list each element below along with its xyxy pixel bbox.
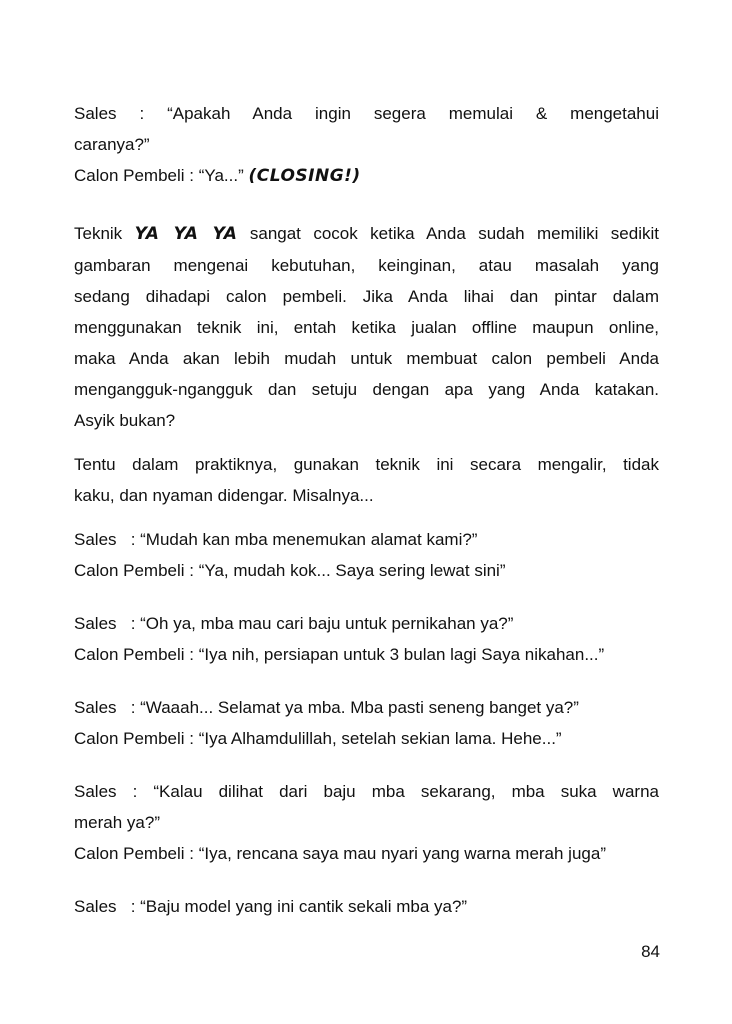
- page-number: 84: [641, 942, 660, 961]
- dialog-example: [74, 891, 659, 922]
- dialog-line: Sales : “Apakah Anda ingin segera memulai & mengetahui: [74, 104, 659, 123]
- technique-name: YA YA YA: [134, 224, 238, 244]
- page-content: [74, 98, 659, 922]
- sales-line: Sales : “Waaah... Selamat ya mba. Mba pasti seneng banget ya?”: [74, 698, 579, 717]
- paragraph-line: kaku, dan nyaman didengar. Misalnya...: [74, 486, 374, 505]
- dialog-line: [74, 160, 659, 192]
- paragraph-line: [74, 218, 659, 250]
- buyer-line: Calon Pembeli : “Iya, rencana saya mau nyari yang warna merah juga”: [74, 844, 606, 863]
- sales-line: merah ya?”: [74, 813, 160, 832]
- dialog-example: [74, 524, 659, 586]
- paragraph-line: maka Anda akan lebih mudah untuk membuat calon pembeli Anda: [74, 349, 659, 368]
- dialog-example: [74, 692, 659, 754]
- closing-emphasis: (CLOSING!): [248, 166, 361, 186]
- dialog-closing: [74, 98, 659, 192]
- sales-line: Sales : “Oh ya, mba mau cari baju untuk pernikahan ya?”: [74, 614, 514, 633]
- dialog-line: caranya?”: [74, 135, 150, 154]
- paragraph-practice: [74, 449, 659, 511]
- dialog-example: [74, 776, 659, 869]
- paragraph-line: Tentu dalam praktiknya, gunakan teknik ini secara mengalir, tidak: [74, 455, 659, 474]
- buyer-reply: Calon Pembeli : “Ya...”: [74, 166, 249, 185]
- sales-line: Sales : “Mudah kan mba menemukan alamat kami?”: [74, 530, 478, 549]
- text-run: Teknik: [74, 224, 135, 243]
- buyer-line: Calon Pembeli : “Ya, mudah kok... Saya sering lewat sini”: [74, 561, 506, 580]
- sales-line: Sales : “Baju model yang ini cantik sekali mba ya?”: [74, 897, 468, 916]
- sales-line: Sales : “Kalau dilihat dari baju mba sekarang, mba suka warna: [74, 782, 659, 801]
- paragraph-line: menggunakan teknik ini, entah ketika jualan offline maupun online,: [74, 318, 659, 337]
- paragraph-line: mengangguk-ngangguk dan setuju dengan apa yang Anda katakan.: [74, 380, 659, 399]
- dialog-example: [74, 608, 659, 670]
- buyer-line: Calon Pembeli : “Iya Alhamdulillah, setelah sekian lama. Hehe...”: [74, 729, 562, 748]
- paragraph-line: gambaran mengenai kebutuhan, keinginan, atau masalah yang: [74, 256, 659, 275]
- text-run: sangat cocok ketika Anda sudah memiliki sedikit: [237, 224, 659, 243]
- buyer-line: Calon Pembeli : “Iya nih, persiapan untuk 3 bulan lagi Saya nikahan...”: [74, 645, 605, 664]
- paragraph-technique: [74, 218, 659, 436]
- paragraph-line: Asyik bukan?: [74, 411, 176, 430]
- paragraph-line: sedang dihadapi calon pembeli. Jika Anda lihai dan pintar dalam: [74, 287, 659, 306]
